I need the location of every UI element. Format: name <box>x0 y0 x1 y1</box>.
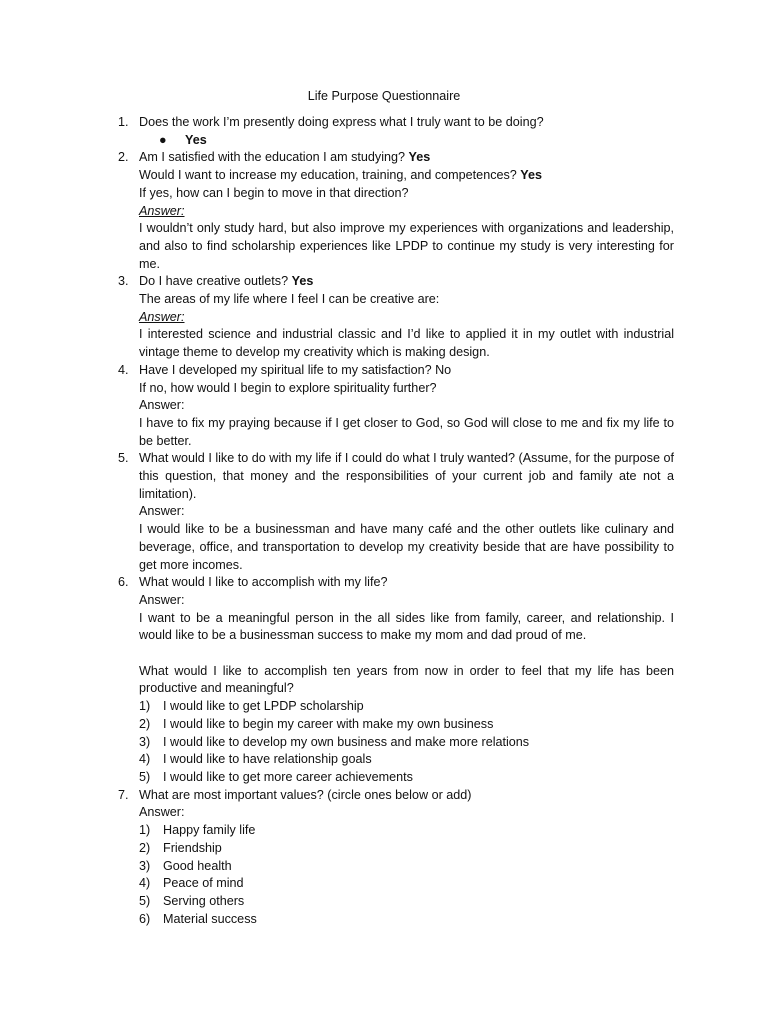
list-item <box>139 769 674 787</box>
bullet-answer <box>139 132 674 150</box>
document-title: Life Purpose Questionnaire <box>307 89 461 103</box>
answer-yes: Yes <box>408 150 431 165</box>
list-number: 2) <box>139 840 151 855</box>
list-item <box>139 840 674 858</box>
list-number: 1) <box>139 823 151 838</box>
question-text: What would I like to do with my life if I could do what I truly wanted? (Assume, for the purpose of this question, that money and the responsibilities of your current job and family ate not a limitation). <box>139 451 674 501</box>
list-item <box>139 822 674 840</box>
question-7 <box>118 787 674 929</box>
list-item <box>139 734 674 752</box>
question-number: 7. <box>118 787 129 802</box>
question-text: If yes, how can I begin to move in that direction? <box>139 185 409 200</box>
list-item <box>139 698 674 716</box>
list-number: 4) <box>139 876 151 891</box>
question-6 <box>118 574 674 786</box>
list-text: Happy family life <box>163 823 256 838</box>
list-item <box>139 751 674 769</box>
list-number: 1) <box>139 699 151 714</box>
question-text: What would I like to accomplish with my life? <box>139 575 388 590</box>
spacer <box>139 645 674 663</box>
question-text: What are most important values? (circle ones below or add) <box>139 787 472 802</box>
list-text: I would like to get more career achievements <box>163 770 413 784</box>
question-text <box>139 273 674 291</box>
question-number: 1. <box>118 115 129 129</box>
list-number: 3) <box>139 858 151 873</box>
bullet-icon: ● <box>159 132 167 147</box>
list-number: 5) <box>139 893 151 908</box>
question-number: 6. <box>118 575 129 590</box>
question-line: Do I have creative outlets? <box>139 274 289 289</box>
answer-text: I interested science and industrial classic and I’d like to applied it in my outlet with industrial vintage theme to develop my creativity which is making design. <box>139 327 674 360</box>
answer-yes: Yes <box>185 132 207 147</box>
list-item <box>139 911 674 929</box>
question-1 <box>118 114 674 149</box>
list-number: 4) <box>139 752 151 767</box>
answer-text: I would like to be a businessman and have many café and the other outlets like culinary and beverage, office, and transportation to develop my creativity beside that are have possibility to get more incomes. <box>139 522 674 572</box>
list-item <box>139 716 674 734</box>
list-text: Friendship <box>163 840 222 855</box>
list-item <box>139 893 674 911</box>
list-item <box>139 858 674 876</box>
question-text: Have I developed my spiritual life to my satisfaction? No <box>139 362 452 377</box>
list-text: Good health <box>163 858 232 873</box>
question-text: If no, how would I begin to explore spirituality further? <box>139 380 437 395</box>
questionnaire-list <box>118 114 674 928</box>
question-text: Does the work I’m presently doing express what I truly want to be doing? <box>139 115 544 129</box>
list-text: I would like to begin my career with make my own business <box>163 716 494 731</box>
list-text: I would like to develop my own business and make more relations <box>163 734 530 749</box>
list-text: Peace of mind <box>163 876 244 891</box>
question-line: Am I satisfied with the education I am studying? <box>139 150 406 165</box>
list-number: 3) <box>139 734 151 749</box>
question-4 <box>118 362 674 451</box>
list-number: 5) <box>139 770 151 784</box>
answer-label: Answer: <box>139 203 185 218</box>
question-2 <box>118 149 674 273</box>
question-line: Would I want to increase my education, training, and competences? <box>139 168 517 183</box>
answer-label: Answer: <box>139 398 185 413</box>
list-text: I would like to get LPDP scholarship <box>163 699 364 714</box>
list-number: 2) <box>139 716 151 731</box>
question-number: 5. <box>118 451 129 466</box>
answer-label: Answer: <box>139 504 185 519</box>
question-text <box>139 149 674 167</box>
question-5 <box>118 450 674 574</box>
answer-label: Answer: <box>139 309 185 324</box>
followup-question: What would I like to accomplish ten years from now in order to feel that my life has been productive and meaningful? <box>139 663 674 696</box>
answer-text: I wouldn’t only study hard, but also improve my experiences with organizations and leadership, and also to find scholarship experiences like LPDP to continue my study is very interesting for me. <box>139 221 674 271</box>
list-text: Material success <box>163 911 257 926</box>
list-item <box>139 875 674 893</box>
question-text <box>139 167 674 185</box>
list-text: I would like to have relationship goals <box>163 752 372 767</box>
question-number: 3. <box>118 274 129 289</box>
question-number: 4. <box>118 362 129 377</box>
answer-text: I have to fix my praying because if I get closer to God, so God will close to me and fix my life to be better. <box>139 415 674 448</box>
answer-text: I want to be a meaningful person in the all sides like from family, career, and relationship. I would like to be a businessman success to make my mom and dad proud of me. <box>139 610 674 643</box>
answer-yes: Yes <box>520 168 543 183</box>
list-number: 6) <box>139 911 151 926</box>
answer-label: Answer: <box>139 592 185 607</box>
answer-yes: Yes <box>291 274 314 289</box>
answer-label: Answer: <box>139 805 185 820</box>
question-number: 2. <box>118 150 129 165</box>
list-text: Serving others <box>163 893 245 908</box>
question-3 <box>118 273 674 362</box>
question-text: The areas of my life where I feel I can be creative are: <box>139 292 440 307</box>
